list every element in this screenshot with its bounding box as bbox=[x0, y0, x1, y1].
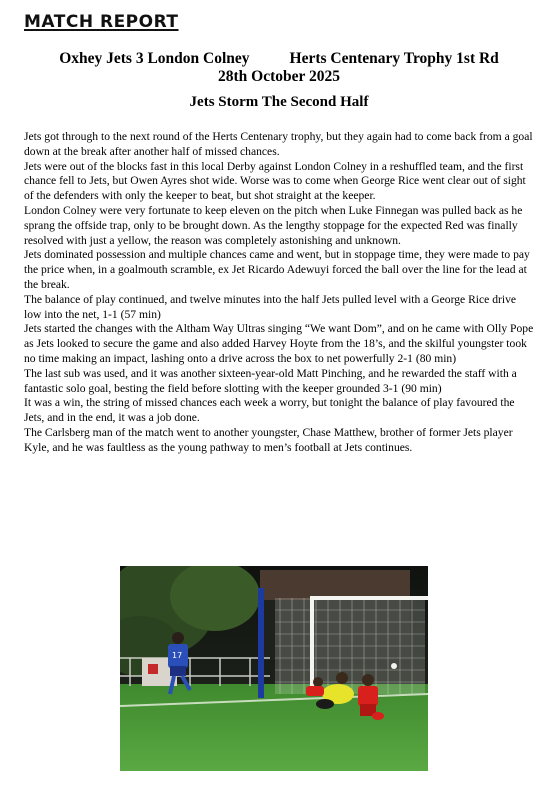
article-paragraph: Jets started the changes with the Altham Way Ultras singing “We want Dom”, and on he came with Olly Pope as Jets looked to secure the game and also added Harvey Hoyte from the 18’s, and the skilful youngster took no time making an impact, lashing onto a drive across the box to net powerfully 2-1 (80 min) bbox=[24, 322, 534, 365]
match-teams-score: Oxhey Jets 3 London Colney bbox=[59, 50, 250, 67]
article-headline: Jets Storm The Second Half bbox=[189, 94, 369, 110]
match-date: 28th October 2025 bbox=[218, 68, 340, 85]
goal-net bbox=[275, 596, 428, 696]
building bbox=[260, 570, 410, 600]
article-body bbox=[24, 130, 536, 456]
article-paragraph: Jets got through to the next round of the Herts Centenary trophy, but they again had to come back from a goal down at the break after another half of missed chances. bbox=[24, 130, 533, 158]
competition-name: Herts Centenary Trophy 1st Rd bbox=[289, 50, 499, 67]
match-title bbox=[0, 50, 558, 68]
article-paragraph: Jets dominated possession and multiple chances came and went, but in stoppage time, they were made to pay the price when, in a goalmouth scramble, ex Jet Ricardo Adewuyi forced the ball over the line for the lead at the break. bbox=[24, 248, 530, 291]
article-paragraph: Jets were out of the blocks fast in this local Derby against London Colney in a reshuffled team, and the first chance fell to Jets, but Owen Ayres shot wide. Worse was to come when George Rice went clear out of sight of the defenders with only the keeper to beat, but shot straight at the keeper. bbox=[24, 159, 526, 203]
pitch bbox=[120, 684, 428, 771]
football bbox=[391, 663, 397, 669]
article-paragraph: The Carlsberg man of the match went to another youngster, Chase Matthew, brother of former Jets player Kyle, and he was faultless as the young pathway to men’s football at Jets continues. bbox=[24, 425, 513, 454]
match-action-illustration bbox=[120, 566, 428, 771]
match-report-header: MATCH REPORT bbox=[24, 12, 179, 32]
article-paragraph: The last sub was used, and it was another sixteen-year-old Matt Pinching, and he rewarded the staff with a fantastic solo goal, besting the field before slotting with the keeper grounded 3-1 (90 min) bbox=[24, 366, 517, 395]
article-paragraph: The balance of play continued, and twelve minutes into the half Jets pulled level with a George Rice drive low into the net, 1-1 (57 min) bbox=[24, 292, 517, 321]
match-action-photo bbox=[120, 566, 428, 771]
corner-post bbox=[258, 588, 264, 698]
svg-text:17: 17 bbox=[172, 651, 183, 660]
article-paragraph: It was a win, the string of missed chances each week a worry, but tonight the balance of play favoured the Jets, and in the end, it was a job done. bbox=[24, 396, 515, 425]
article-paragraph: London Colney were very fortunate to keep eleven on the pitch when Luke Finnegan was pulled back as he sprang the offside trap, only to be brought down. As the lengthy stoppage for the expected Red was finally resolved with just a yellow, the reason was completely astonishing and unknown. bbox=[24, 203, 523, 247]
